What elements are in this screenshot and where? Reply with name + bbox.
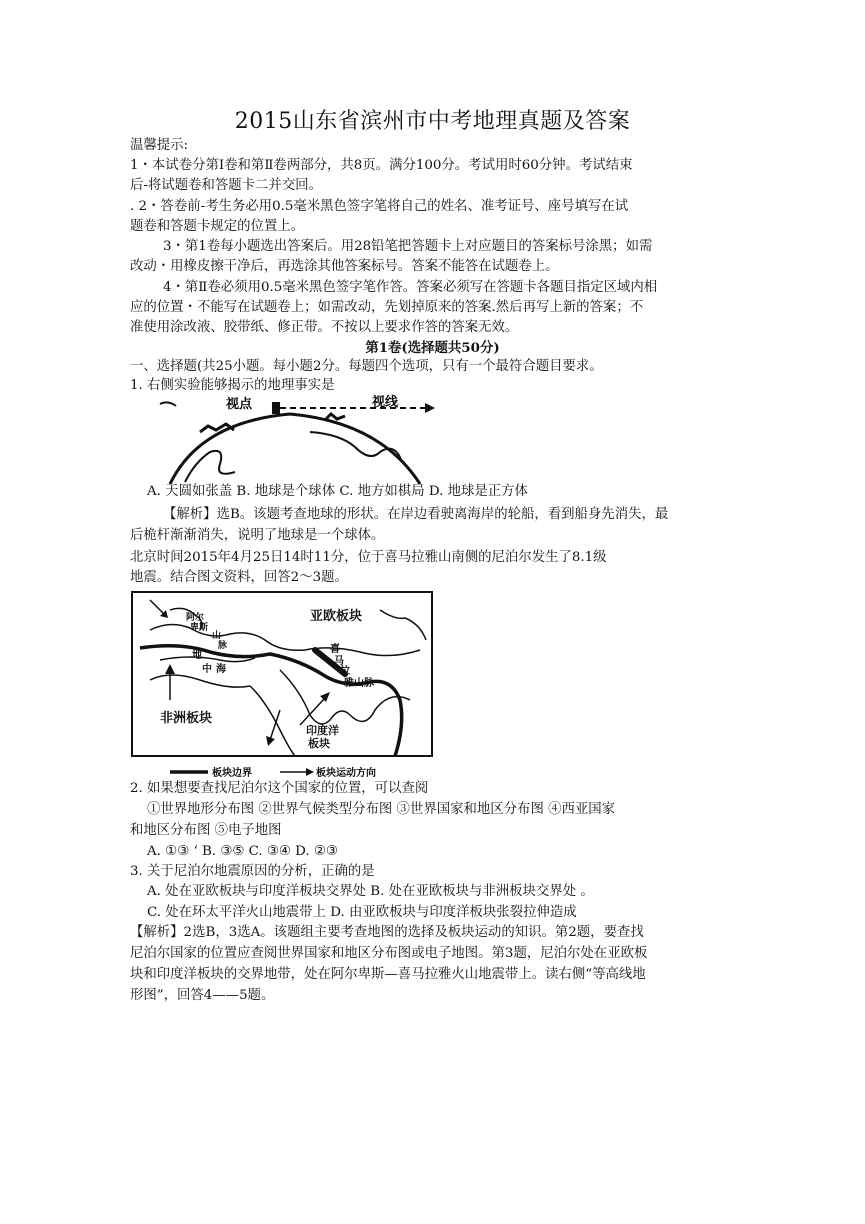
question-1-options: A. 天圆如张盖 B. 地球是个球体 C. 地方如棋局 D. 地球是正方体 <box>147 484 528 499</box>
question-2-choices: 和地区分布图 ⑤电子地图 <box>130 823 282 838</box>
analysis-2-3: 尼泊尔国家的位置应查阅世界国家和地区分布图或电子地图。第3题，尼泊尔处在亚欧板 <box>130 946 648 961</box>
himalaya-label: 雅山脉 <box>344 678 374 689</box>
notice-line: 准使用涂改液、胶带纸、修正带。不按以上要求作答的答案无效。 <box>130 320 519 335</box>
mediterranean-label: 海 <box>216 664 226 675</box>
alps-label: 阿尔 <box>186 613 205 623</box>
himalaya-label: 喜 <box>330 644 340 655</box>
section-title: 第1卷(选择题共50分) <box>365 340 500 356</box>
legend-motion-label: 板块运动方向 <box>316 768 376 779</box>
mediterranean-label: 地 <box>192 650 202 661</box>
african-plate-label: 非洲板块 <box>160 711 213 726</box>
himalaya-label: 马 <box>334 656 344 667</box>
analysis-2-3: 块和印度洋板块的交界地带，处在阿尔卑斯—喜马拉雅火山地震带上。读右侧“等高线地 <box>130 967 646 982</box>
analysis-2-3: 【解析】2选B，3选A。该题组主要考查地图的选择及板块运动的知识。第2题，要查找 <box>130 925 644 940</box>
notice-line: 4・第Ⅱ卷必须用0.5毫米黑色签字笔作答。答案必须写在答题卡各题目指定区域内相 <box>163 280 658 295</box>
himalaya-label: 拉 <box>340 666 350 677</box>
plate-map-figure <box>130 590 436 780</box>
notice-line: 3・第1卷每小题选出答案后。用28铅笔把答题卡上对应题目的答案标号涂黑；如需 <box>163 239 653 254</box>
notice-line: . 2・答卷前-考生务必用0.5毫米黑色签字笔将自己的姓名、准考证号、座号填写在试 <box>130 199 629 214</box>
indian-plate-label: 印度洋 <box>306 724 339 737</box>
indian-plate-label: 板块 <box>308 737 330 750</box>
notice-line: 应的位置・不能写在试题卷上；如需改动，先划掉原来的答案.然后再写上新的答案；不 <box>130 300 644 315</box>
question-1-stem: 1. 右侧实验能够揭示的地理事实是 <box>130 378 335 393</box>
notice-line: 改动・用橡皮擦干净后，再选涂其他答案标号。答案不能答在试题卷上。 <box>130 259 559 274</box>
question-3-stem: 3. 关于尼泊尔地震原因的分析，正确的是 <box>130 864 375 879</box>
context-text: 北京时间2015年4月25日14时11分，位于喜马拉雅山南侧的尼泊尔发生了8.1级 <box>130 550 607 565</box>
notice-line: 1・本试卷分第Ⅰ卷和第Ⅱ卷两部分，共8页。满分100分。考试用时60分钟。考试结束 <box>130 158 633 173</box>
question-3-options: C. 处在环太平洋火山地震带上 D. 由亚欧板块与印度洋板块张裂拉伸造成 <box>147 905 577 920</box>
alps-label: 卑斯 <box>190 623 209 633</box>
legend-boundary-label: 板块边界 <box>212 768 252 779</box>
question-2-options: A. ①③ ‘ B. ③⑤ C. ③④ D. ②③ <box>147 844 338 859</box>
alps-label: 山 <box>212 631 222 641</box>
eurasian-plate-label: 亚欧板块 <box>310 609 363 624</box>
question-3-options: A. 处在亚欧板块与印度洋板块交界处 B. 处在亚欧板块与非洲板块交界处 。 <box>147 884 594 899</box>
analysis-2-3: 形图”，回答4——5题。 <box>130 988 275 1003</box>
alps-label: 脉 <box>218 641 228 651</box>
question-2-stem: 2. 如果想要查找尼泊尔这个国家的位置，可以查阅 <box>130 781 429 796</box>
page-title: 2015山东省滨州市中考地理真题及答案 <box>234 109 631 134</box>
notice-heading: 温馨提示: <box>130 138 189 153</box>
question-1-analysis: 后桅杆渐渐消失，说明了地球是一个球体。 <box>130 528 385 543</box>
earth-curvature-figure <box>140 392 440 484</box>
notice-line: 后-将试题卷和答题卡二并交回。 <box>130 178 322 193</box>
viewpoint-label: 视点 <box>226 397 253 412</box>
context-text: 地震。结合图文资料，回答2～3题。 <box>130 570 348 585</box>
question-1-analysis: 【解析】选B。该题考查地球的形状。在岸边看驶离海岸的轮船，看到船身先消失，最 <box>163 507 669 522</box>
sightline-label: 视线 <box>372 395 399 410</box>
question-2-choices: ①世界地形分布图 ②世界气候类型分布图 ③世界国家和地区分布图 ④西亚国家 <box>147 802 616 817</box>
notice-line: 题卷和答题卡规定的位置上。 <box>130 219 305 234</box>
mediterranean-label: 中 <box>202 664 212 675</box>
section-intro: 一、选择题(共25小题。每小题2分。每题四个选项，只有一个最符合题目要求。 <box>130 359 603 374</box>
